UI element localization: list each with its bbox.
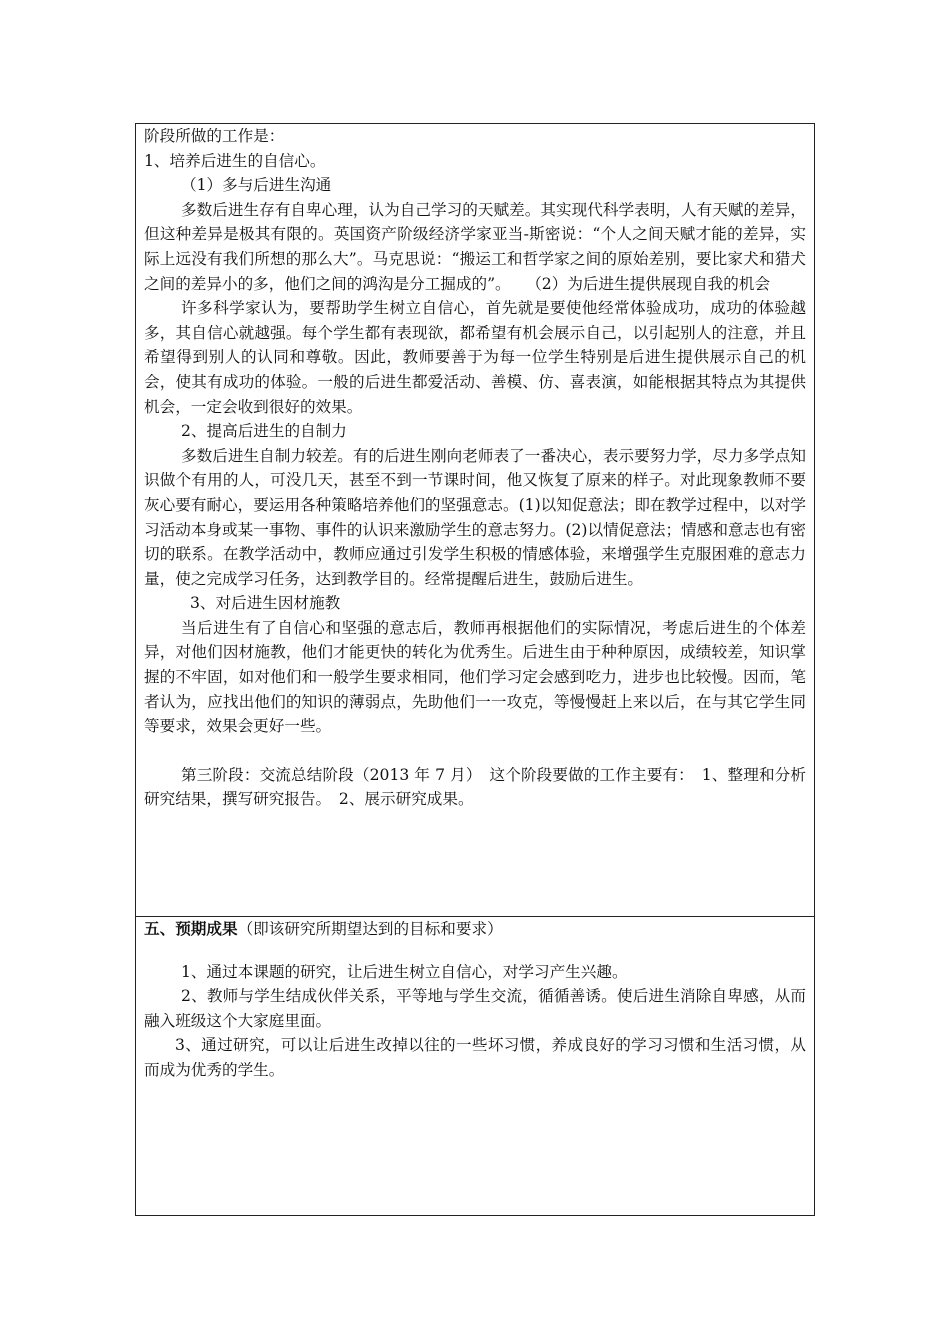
result-item-3: 3、通过研究，可以让后进生改掉以往的一些坏习惯，养成良好的学习习惯和生活习惯，从而成为优秀的学生。 (144, 1036, 806, 1079)
expected-results-cell (136, 917, 814, 1215)
paragraph-success-experience: 许多科学家认为，要帮助学生树立自信心，首先就是要使他经常体验成功，成功的体验越多，其自信心就越强。每个学生都有表现欲，都希望有机会展示自己，以引起别人的注意，并且希望得到别人的认同和尊敬。因此，教师要善于为每一位学生特别是后进生提供展示自己的机会，使其有成功的体验。一般的后进生都爱活动、善模、仿、喜表演，如能根据其特点为其提供机会，一定会收到很好的效果。 (144, 299, 806, 416)
heading-self-confidence: 1、培养后进生的自信心。 (144, 151, 326, 170)
heading-self-control: 2、提高后进生的自制力 (181, 422, 347, 441)
stage-work-cell (136, 124, 814, 917)
paragraph-talent: 多数后进生存有自卑心理，认为自己学习的天赋差。其实现代科学表明，人有天赋的差异，但这种差异是极其有限的。英国资产阶级经济学家亚当-斯密说：“个人之间天赋才能的差异，实际上远没有我们所想的那么大”。马克思说：“搬运工和哲学家之间的原始差别，要比家犬和猎犬之间的差异小的多，他们之间的鸿沟是分工掘成的”。 （2）为后进生提供展现自我的机会 (144, 200, 806, 293)
paragraph-willpower: 多数后进生自制力较差。有的后进生刚向老师表了一番决心，表示要努力学，尽力多学点知识做个有用的人，可没几天，甚至不到一节课时间，他又恢复了原来的样子。对此现象教师不要灰心要有耐心，要运用各种策略培养他们的坚强意志。(1)以知促意法；即在教学过程中，以对学习活动本身或某一事物、事件的认识来激励学生的意志努力。(2)以情促意法；情感和意志也有密切的联系。在教学活动中，教师应通过引发学生积极的情感体验，来增强学生克服困难的意志力量，使之完成学习任务，达到教学目的。经常提醒后进生，鼓励后进生。 (144, 446, 806, 588)
section-title (144, 917, 806, 942)
section-title-note: （即该研究所期望达到的目标和要求） (237, 920, 503, 938)
spacer (144, 739, 806, 763)
paragraph-individualized: 当后进生有了自信心和坚强的意志后，教师再根据他们的实际情况，考虑后进生的个体差异，对他们因材施教，他们才能更快的转化为优秀生。后进生由于种种原因，成绩较差，知识掌握的不牢固，如对他们和一般学生要求相同，他们学习定会感到吃力，进步也比较慢。因而，笔者认为，应找出他们的知识的薄弱点，先助他们一一攻克，等慢慢赶上来以后，在与其它学生同等要求，效果会更好一些。 (144, 618, 806, 736)
intro-line: 阶段所做的工作是： (144, 127, 285, 145)
subheading-communicate: （1）多与后进生沟通 (181, 176, 332, 195)
paragraph-stage-three: 第三阶段：交流总结阶段（2013 年 7 月） 这个阶段要做的工作主要有： 1、整理和分析研究结果，撰写研究报告。 2、展示研究成果。 (144, 765, 806, 809)
section-title-bold: 五、预期成果 (144, 920, 238, 938)
heading-individualized-teaching: 3、对后进生因材施教 (190, 594, 341, 613)
document-table (135, 123, 815, 1216)
result-item-1: 1、通过本课题的研究，让后进生树立自信心，对学习产生兴趣。 (181, 962, 628, 981)
result-item-2: 2、教师与学生结成伙伴关系，平等地与学生交流，循循善诱。使后进生消除自卑感，从而融入班级这个大家庭里面。 (144, 987, 806, 1030)
spacer (144, 942, 806, 960)
